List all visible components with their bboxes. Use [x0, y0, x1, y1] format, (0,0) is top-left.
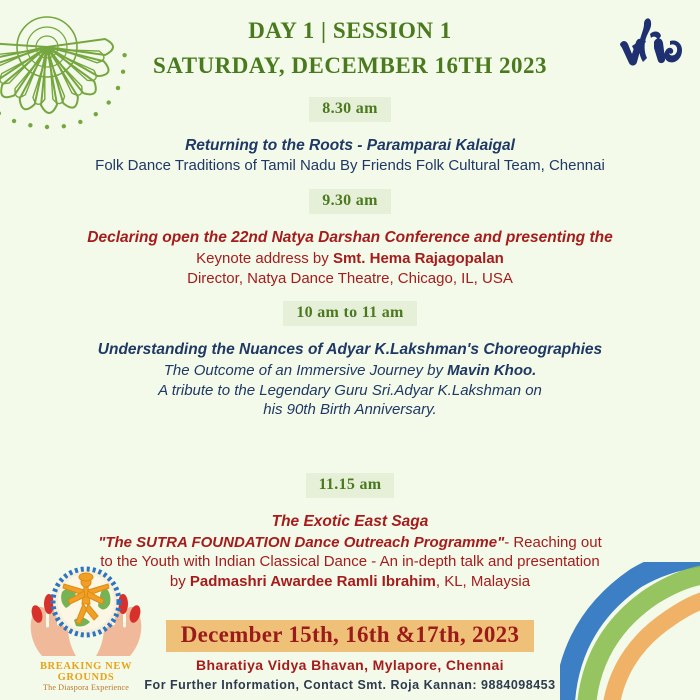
bng-title: BREAKING NEW GROUNDS [39, 661, 133, 683]
session-details [0, 512, 700, 592]
session-time-wrap [0, 97, 700, 122]
session-details [0, 136, 700, 176]
event-dates-banner: December 15th, 16th &17th, 2023 [166, 620, 535, 652]
session-description: to the Youth with Indian Classical Dance - An in-depth talk and presentation [100, 553, 600, 571]
poster-footer [0, 620, 700, 692]
session-title: Understanding the Nuances of Adyar K.Lakshman's Choreographies [97, 341, 603, 359]
session-time-badge: 10 am to 11 am [283, 301, 416, 326]
programme-tail: - Reaching out [504, 533, 602, 551]
session-outcome-line [0, 361, 700, 381]
poster-header [0, 0, 700, 79]
header-line-1: DAY 1 | SESSION 1 [248, 18, 452, 43]
outcome-prefix: The Outcome of an Immersive Journey by [163, 361, 448, 379]
presenter-prefix: by [169, 573, 190, 591]
session-details [0, 340, 700, 420]
session-tribute-line-2: his 90th Birth Anniversary. [263, 401, 437, 419]
session-block-3 [0, 301, 700, 420]
session-programme-line [0, 533, 700, 553]
session-presenter-line [0, 572, 700, 592]
presenter-location: , KL, Malaysia [435, 573, 531, 591]
programme-name: "The SUTRA FOUNDATION Dance Outreach Programme" [98, 533, 505, 551]
session-time-badge: 11.15 am [306, 473, 395, 498]
session-block-4 [0, 473, 700, 592]
session-title: The Exotic East Saga [271, 513, 429, 531]
session-time-wrap [0, 473, 700, 498]
session-speaker-affiliation: Director, Natya Dance Theatre, Chicago, IL, USA [187, 269, 513, 287]
header-line-2: SATURDAY, DECEMBER 16TH 2023 [153, 53, 547, 78]
session-title: Declaring open the 22nd Natya Darshan Conference and presenting the [87, 229, 613, 247]
session-block-2 [0, 189, 700, 288]
session-time-wrap [0, 301, 700, 326]
outcome-speaker: Mavin Khoo. [447, 361, 537, 379]
session-keynote-line [0, 249, 700, 269]
bng-subtitle: The Diaspora Experience [43, 683, 129, 692]
keynote-speaker: Smt. Hema Rajagopalan [332, 249, 504, 267]
session-title: Returning to the Roots - Paramparai Kalaigal [185, 137, 515, 154]
event-venue: Bharatiya Vidya Bhavan, Mylapore, Chennai [196, 657, 504, 673]
session-tribute-line-1: A tribute to the Legendary Guru Sri.Adyar K.Lakshman on [158, 381, 542, 399]
session-block-1 [0, 97, 700, 176]
session-details [0, 228, 700, 288]
session-time-badge: 8.30 am [309, 97, 390, 122]
event-contact: For Further Information, Contact Smt. Roja Kannan: 9884098453 [144, 678, 556, 692]
keynote-prefix: Keynote address by [196, 249, 333, 267]
session-time-wrap [0, 189, 700, 214]
session-subtitle: Folk Dance Traditions of Tamil Nadu By Friends Folk Cultural Team, Chennai [95, 157, 605, 175]
presenter-name: Padmashri Awardee Ramli Ibrahim [189, 573, 436, 591]
session-time-badge: 9.30 am [309, 189, 390, 214]
